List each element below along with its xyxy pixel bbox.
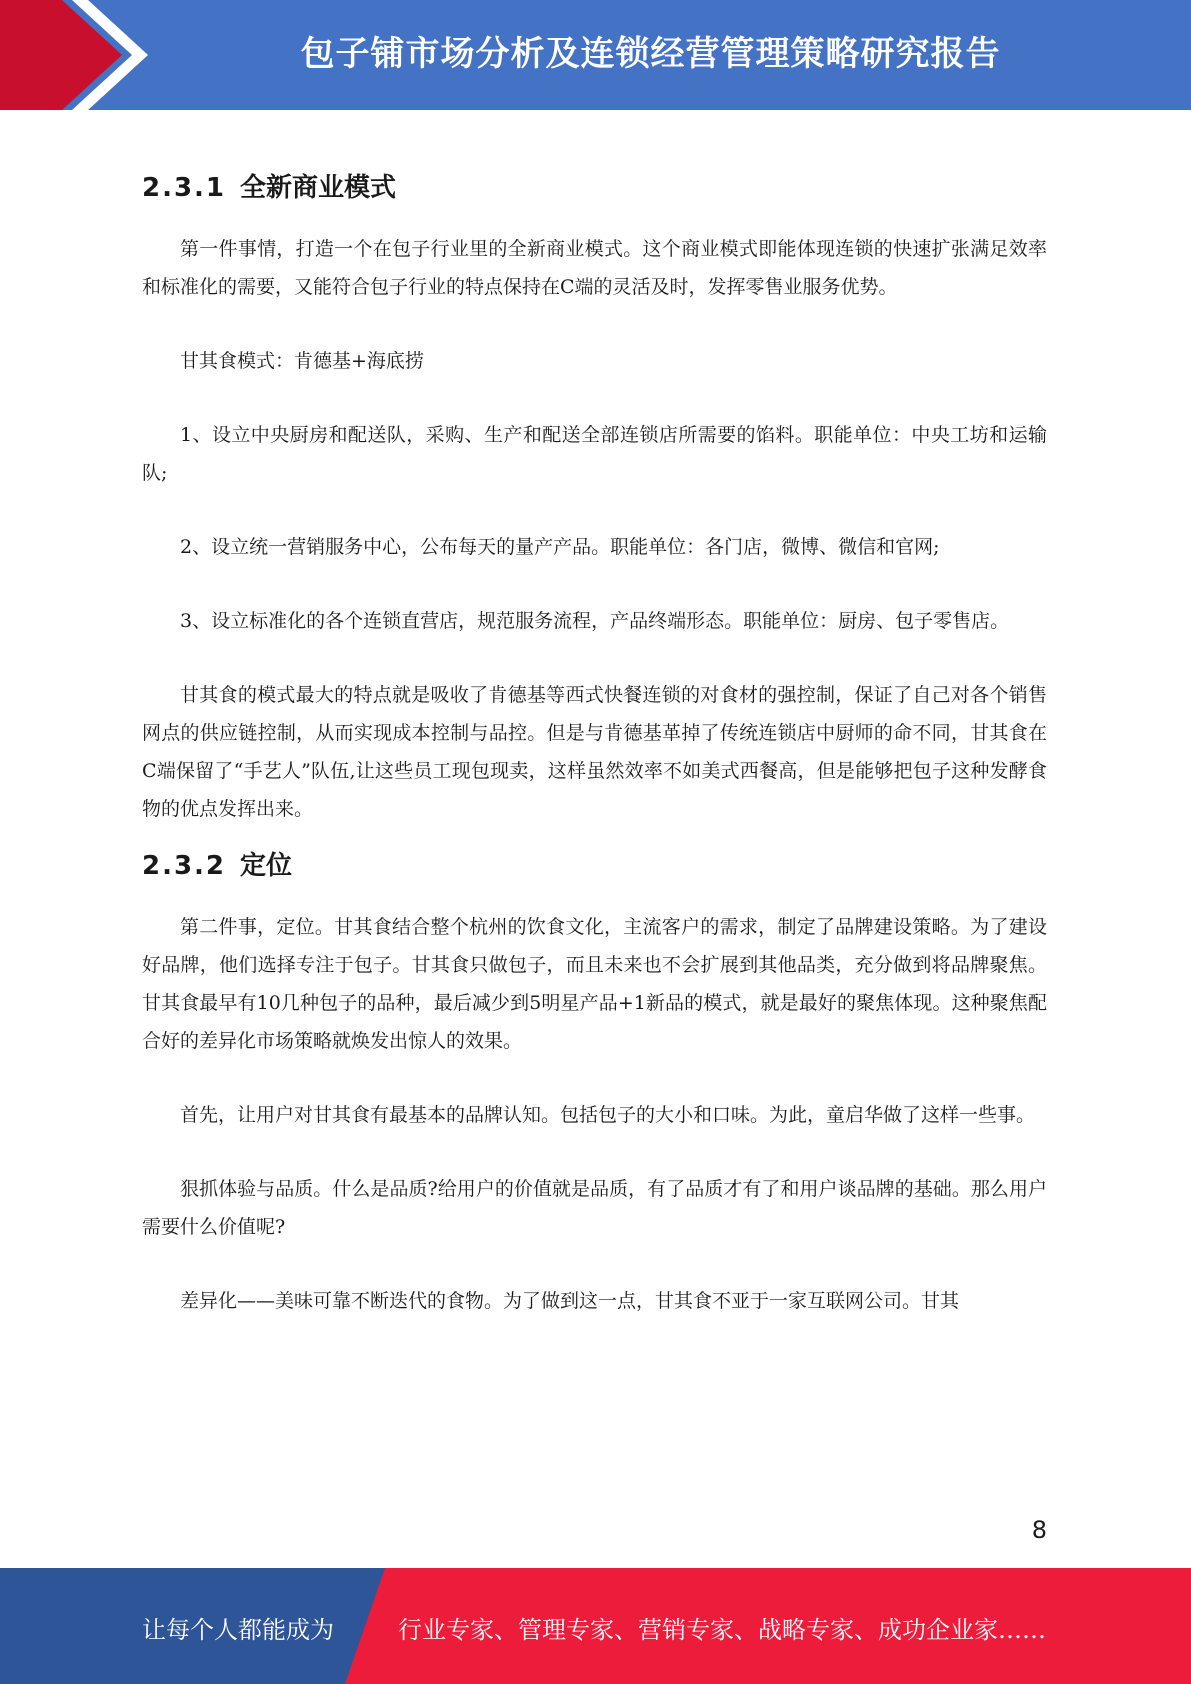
footer-slogan-right: 行业专家、管理专家、营销专家、战略专家、成功企业家……	[398, 1616, 1046, 1644]
paragraph: 首先，让用户对甘其食有最基本的品牌认知。包括包子的大小和口味。为此，童启华做了这样一些事。	[180, 1104, 1036, 1126]
section-number: 2.3.1	[142, 173, 227, 203]
paragraph: 2、设立统一营销服务中心，公布每天的量产产品。职能单位：各门店，微博、微信和官网;	[180, 536, 940, 558]
section-title: 全新商业模式	[240, 173, 397, 203]
paragraph: 3、设立标准化的各个连锁直营店，规范服务流程，产品终端形态。职能单位：厨房、包子零售店。	[180, 610, 1010, 632]
section-number: 2.3.2	[142, 851, 227, 881]
footer-banner	[0, 1568, 1191, 1684]
paragraph: 甘其食的模式最大的特点就是吸收了肯德基等西式快餐连锁的对食材的强控制，保证了自己对各个销售网点的供应链控制，从而实现成本控制与品控。但是与肯德基革掉了传统连锁店中厨师的命不同，甘其食在C端保留了“手艺人”队伍,让这些员工现包现卖，这样虽然效率不如美式西餐高，但是能够把包子这种发酵食物的优点发挥出来。	[142, 684, 1047, 820]
header-banner	[0, 0, 1191, 110]
paragraph: 狠抓体验与品质。什么是品质?给用户的价值就是品质，有了品质才有了和用户谈品牌的基础。那么用户需要什么价值呢?	[142, 1178, 1047, 1238]
header-arrow-decoration	[0, 0, 160, 110]
section-heading	[142, 848, 1047, 908]
report-title: 包子铺市场分析及连锁经营管理策略研究报告	[300, 34, 1001, 74]
paragraph: 差异化——美味可靠不断迭代的食物。为了做到这一点，甘其食不亚于一家互联网公司。甘其	[180, 1290, 960, 1312]
page-number: 8	[1031, 1516, 1047, 1544]
footer-slogan-left: 让每个人都能成为	[142, 1616, 334, 1644]
paragraph: 第二件事，定位。甘其食结合整个杭州的饮食文化，主流客户的需求，制定了品牌建设策略。为了建设好品牌，他们选择专注于包子。甘其食只做包子，而且未来也不会扩展到其他品类，充分做到将品牌聚焦。甘其食最早有10几种包子的品种，最后减少到5明星产品+1新品的模式，就是最好的聚焦体现。这种聚焦配合好的差异化市场策略就焕发出惊人的效果。	[142, 916, 1047, 1052]
section-2-3-1	[142, 170, 1047, 828]
section-title: 定位	[240, 851, 293, 881]
section-2-3-2	[142, 848, 1047, 1320]
section-heading	[142, 170, 1047, 230]
paragraph: 甘其食模式：肯德基+海底捞	[180, 350, 424, 372]
paragraph: 1、设立中央厨房和配送队，采购、生产和配送全部连锁店所需要的馅料。职能单位：中央工坊和运输队;	[142, 424, 1047, 484]
paragraph: 第一件事情，打造一个在包子行业里的全新商业模式。这个商业模式即能体现连锁的快速扩张满足效率和标准化的需要，又能符合包子行业的特点保持在C端的灵活及时，发挥零售业服务优势。	[142, 238, 1047, 298]
document-body	[142, 150, 1047, 1356]
